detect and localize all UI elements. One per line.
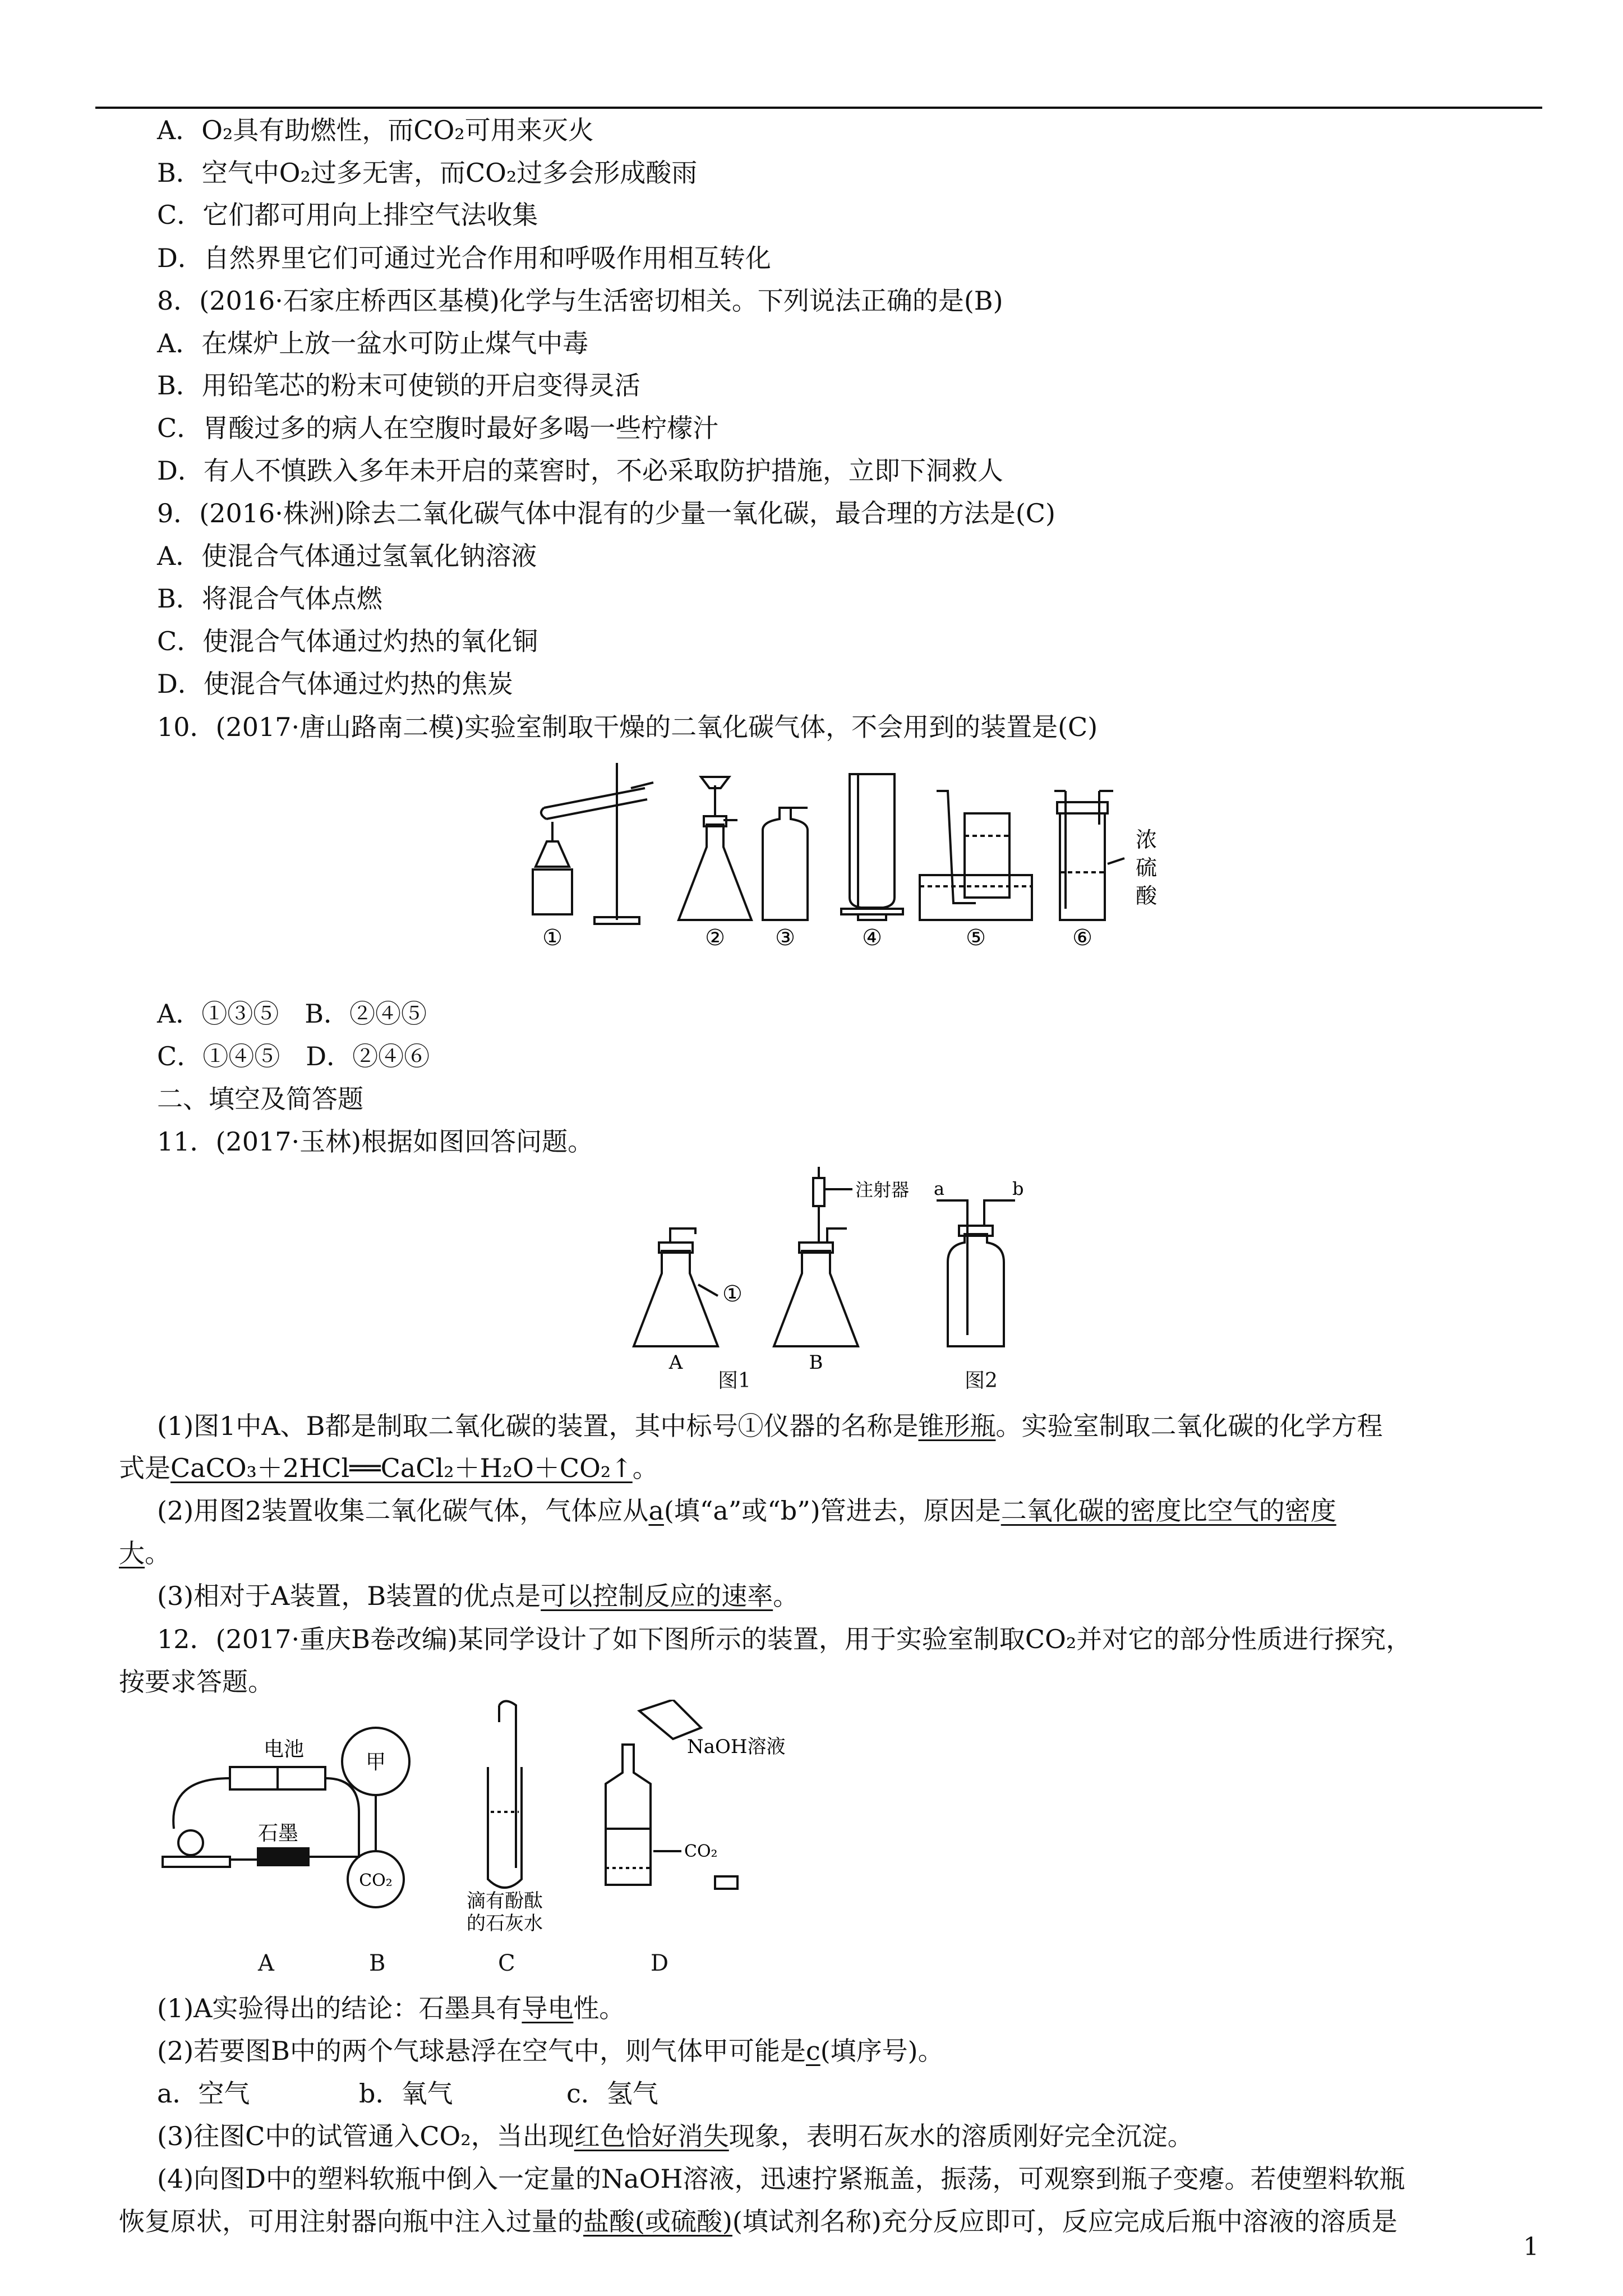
- q11-p2-answer1: a: [648, 1496, 664, 1526]
- q9-option-a: A．使混合气体通过氢氧化钠溶液: [157, 541, 537, 571]
- q12-part1: [157, 1991, 625, 2025]
- q11-p2-text-c: 。: [145, 1538, 170, 1568]
- fig1-caption: 图1: [718, 1369, 751, 1392]
- battery-label: 电池: [264, 1738, 305, 1761]
- q11-p2-text-a: (2)用图2装置收集二氧化碳气体，气体应从: [157, 1496, 649, 1526]
- bottle-cap: [715, 1876, 737, 1889]
- q10-options-row2: C．①④⑤ D．②④⑥: [157, 1041, 430, 1071]
- fig10-label-5: ⑤: [966, 925, 986, 948]
- q9-option-c: C．使混合气体通过灼热的氧化铜: [157, 626, 538, 656]
- graphite-label: 石墨: [258, 1822, 299, 1845]
- balloon-co2-label: CO₂: [359, 1871, 393, 1890]
- q12-stem-line1: 12．(2017·重庆B卷改编)某同学设计了如下图所示的装置，用于实验室制取CO₂并对它的部分性质进行探究，: [157, 1624, 1412, 1654]
- q8-option-d: D．有人不慎跌入多年未开启的菜窖时，不必采取防护措施，立即下洞救人: [157, 455, 1003, 486]
- q12-stem-line2: 按要求答题。: [119, 1667, 274, 1697]
- header-rule: [95, 107, 1542, 109]
- fig10-label-4: ④: [862, 925, 882, 948]
- q12-part2-choice-c: c．氢气: [566, 2078, 658, 2109]
- test-tube: [544, 788, 645, 808]
- q11-p1-text-c: 式是: [119, 1453, 170, 1483]
- flask-2: [679, 825, 751, 920]
- q11-p3-answer: 可以控制反应的速率: [541, 1581, 773, 1611]
- q8-option-a: A．在煤炉上放一盆水可防止煤气中毒: [157, 328, 589, 358]
- q12-part4-line2: [119, 2205, 1398, 2238]
- q11-p1-answer2: CaCO₃＋2HCl══CaCl₂＋H₂O＋CO₂↑: [170, 1453, 633, 1483]
- q11-p1-answer1: 锥形瓶: [918, 1411, 996, 1441]
- q10-options-row1: A．①③⑤ B．②④⑤: [157, 999, 427, 1029]
- phenol-label-1: 滴有酚酞: [467, 1890, 543, 1912]
- q11-figure: [628, 1167, 1032, 1374]
- fig1-label-a: A: [668, 1351, 683, 1374]
- q12-p2-text-b: (填序号)。: [820, 2036, 944, 2066]
- q10-apparatus-figure: [527, 757, 1166, 948]
- acid-label-3: 酸: [1136, 884, 1158, 908]
- beaker: [639, 1700, 701, 1739]
- q11-part2-line1: [157, 1494, 1336, 1527]
- tube-label-a: a: [934, 1178, 945, 1199]
- fig10-label-3: ③: [775, 925, 795, 948]
- q8-option-c: C．胃酸过多的病人在空腹时最好多喝一些柠檬汁: [157, 413, 719, 443]
- fig1-label-b: B: [809, 1351, 823, 1374]
- q11-part2-line2: [119, 1536, 170, 1570]
- gas-collecting-bottle: [948, 1234, 1004, 1346]
- q12-p2-answer: c: [805, 2036, 820, 2066]
- q12-p2-text-a: (2)若要图B中的两个气球悬浮在空气中，则气体甲可能是: [157, 2036, 806, 2066]
- q10-stem: 10．(2017·唐山路南二模)实验室制取干燥的二氧化碳气体，不会用到的装置是(C): [157, 712, 1098, 742]
- q11-p3-text-b: 。: [773, 1581, 799, 1611]
- page-number: 1: [1523, 2233, 1539, 2261]
- q8-stem: 8．(2016·石家庄桥西区基模)化学与生活密切相关。下列说法正确的是(B): [157, 286, 1003, 316]
- q12-p4-text-c: (填试剂名称)充分反应即可，反应完成后瓶中溶液的溶质是: [732, 2206, 1398, 2237]
- q12-p1-text-b: 性。: [573, 1993, 625, 2023]
- q11-part1-line1: [157, 1409, 1382, 1443]
- fig10-label-2: ②: [705, 925, 725, 948]
- fig2-caption: 图2: [965, 1369, 998, 1392]
- q7-option-b: B．空气中O₂过多无害，而CO₂过多会形成酸雨: [157, 158, 698, 188]
- q11-stem: 11．(2017·玉林)根据如图回答问题。: [157, 1126, 594, 1157]
- q12-p1-answer: 导电: [522, 1993, 574, 2023]
- q12-fig-label-a: A: [258, 1950, 274, 1976]
- balloon-jia-label: 甲: [365, 1751, 386, 1774]
- acid-label-1: 浓: [1136, 827, 1158, 852]
- q11-p3-text-a: (3)相对于A装置，B装置的优点是: [157, 1581, 541, 1611]
- phenol-label-2: 的石灰水: [467, 1912, 543, 1935]
- q7-option-c: C．它们都可用向上排空气法收集: [157, 200, 538, 230]
- bulb: [178, 1830, 203, 1855]
- section-title: 二、填空及简答题: [157, 1084, 363, 1114]
- q12-part3: [157, 2119, 1193, 2153]
- q9-option-d: D．使混合气体通过灼热的焦炭: [157, 669, 513, 699]
- q11-p2-answer2b: 大: [119, 1538, 145, 1568]
- flask-b: [774, 1251, 858, 1346]
- q12-fig-label-b: B: [369, 1950, 386, 1976]
- alcohol-lamp: [536, 841, 569, 867]
- tube-label-b: b: [1012, 1178, 1024, 1199]
- naoh-label: NaOH溶液: [687, 1736, 786, 1758]
- q11-part1-line2: [119, 1451, 658, 1485]
- q12-fig-label-c: C: [498, 1950, 515, 1976]
- q11-p1-text-b: 。实验室制取二氧化碳的化学方程: [995, 1411, 1383, 1441]
- q9-stem: 9．(2016·株洲)除去二氧化碳气体中混有的少量一氧化碳，最合理的方法是(C): [157, 498, 1055, 528]
- syringe-label: 注射器: [855, 1179, 910, 1200]
- q9-option-b: B．将混合气体点燃: [157, 583, 382, 614]
- fig10-label-6: ⑥: [1072, 925, 1092, 948]
- acid-label-2: 硫: [1136, 855, 1158, 880]
- plastic-bottle: [606, 1745, 651, 1885]
- q8-option-b: B．用铅笔芯的粉末可使锁的开启变得灵活: [157, 370, 640, 401]
- marker-1: ①: [722, 1281, 743, 1307]
- fig10-label-1: ①: [542, 925, 562, 948]
- q11-p1-text-a: (1)图1中A、B都是制取二氧化碳的装置，其中标号①仪器的名称是: [157, 1411, 919, 1441]
- q12-p3-answer: 红色恰好消失: [574, 2121, 729, 2151]
- q12-p3-text-a: (3)往图C中的试管通入CO₂，当出现: [157, 2121, 574, 2151]
- q12-p4-text-b: 恢复原状，可用注射器向瓶中注入过量的: [119, 2206, 583, 2237]
- graphite-rod: [258, 1848, 308, 1865]
- co2-bottle-label: CO₂: [684, 1842, 718, 1861]
- q7-option-a: A．O₂具有助燃性，而CO₂可用来灭火: [157, 115, 594, 145]
- q12-p4-answer: 盐酸(或硫酸): [583, 2206, 732, 2237]
- q11-part3: [157, 1579, 799, 1613]
- q12-part2: [157, 2034, 944, 2068]
- wood-block: [533, 869, 572, 914]
- q11-p2-text-b: (填“a”或“b”)管进去，原因是: [663, 1496, 1001, 1526]
- q12-part2-choice-b: b．氧气: [359, 2078, 453, 2109]
- q12-part2-choice-a: a．空气: [157, 2078, 250, 2109]
- bottle-4: [850, 774, 895, 908]
- q12-part4-line1: (4)向图D中的塑料软瓶中倒入一定量的NaOH溶液，迅速拧紧瓶盖，振荡，可观察到瓶子变瘪。若使塑料软瓶: [157, 2164, 1405, 2194]
- flask-a: [634, 1251, 718, 1346]
- q12-p3-text-b: 现象，表明石灰水的溶质刚好完全沉淀。: [728, 2121, 1193, 2151]
- q12-fig-label-d: D: [651, 1950, 669, 1976]
- q11-p1-text-d: 。: [632, 1453, 658, 1483]
- q7-option-d: D．自然界里它们可通过光合作用和呼吸作用相互转化: [157, 243, 771, 273]
- q11-p2-answer2a: 二氧化碳的密度比空气的密度: [1000, 1496, 1336, 1526]
- syringe: [813, 1178, 824, 1206]
- q12-figure: [151, 1700, 813, 1941]
- bottle-3: [763, 808, 808, 920]
- q12-p1-text-a: (1)A实验得出的结论：石墨具有: [157, 1993, 522, 2023]
